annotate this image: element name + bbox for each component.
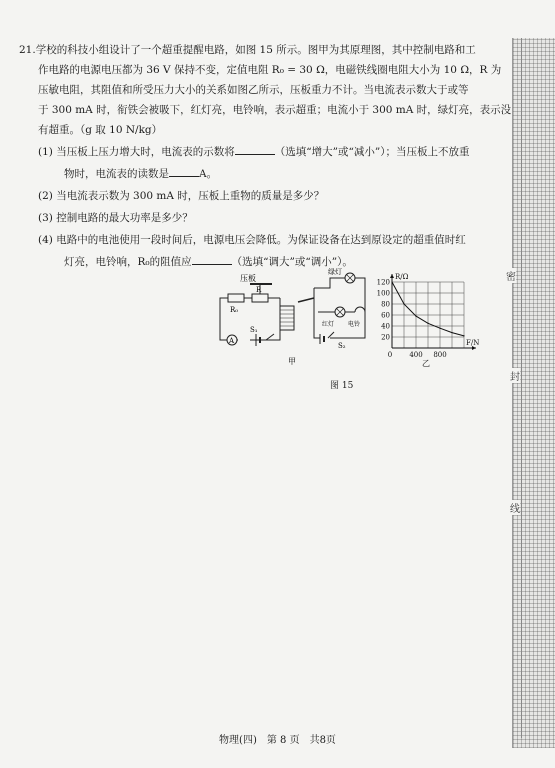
data-point bbox=[427, 323, 428, 324]
label-plate: 压板 bbox=[240, 274, 256, 283]
label-ammeter: A bbox=[229, 337, 235, 345]
sub-question-3: (3) 控制电路的最大功率是多少？ bbox=[38, 212, 193, 224]
y-axis-label: R/Ω bbox=[395, 273, 409, 281]
y-tick-label: 20 bbox=[381, 333, 390, 342]
page-footer: 物理(四) 第 8 页 共8页 bbox=[219, 735, 336, 746]
data-point bbox=[451, 332, 452, 333]
sub-question-1b: 物时，电流表的读数是 A。 bbox=[64, 168, 218, 180]
label-r: R bbox=[256, 286, 262, 294]
figure-caption: 图 15 bbox=[330, 381, 354, 391]
question-number: 21. bbox=[19, 44, 36, 56]
y-tick-label: 100 bbox=[376, 289, 390, 298]
sub-question-2: (2) 当电流表示数为 300 mA 时，压板上重物的质量是多少？ bbox=[38, 190, 325, 202]
question-line-1: 21.学校的科技小组设计了一个超重提醒电路，如图 15 所示。图甲为其原理图，其中控制电路和工 bbox=[19, 44, 476, 56]
seal-label-feng: 封 bbox=[510, 368, 520, 383]
x-tick-label: 400 bbox=[409, 351, 423, 359]
label-red-light: 红灯 bbox=[322, 321, 335, 328]
question-line-3: 压敏电阻，其阻值和所受压力大小的关系如图乙所示，压板重力不计。当电流表示数大于或等 bbox=[38, 84, 469, 96]
label-bell: 电铃 bbox=[348, 321, 361, 328]
sub-question-4: (4) 电路中的电池使用一段时间后，电源电压会降低。为保证设备在达到原设定的超重值时红 bbox=[38, 234, 466, 246]
x-tick-label: 800 bbox=[433, 351, 447, 359]
seal-label-mi: 密 bbox=[506, 268, 516, 283]
resistance-force-chart bbox=[368, 270, 488, 368]
answer-blank-2[interactable] bbox=[169, 167, 199, 177]
y-axis-arrow bbox=[390, 274, 394, 278]
binding-strip bbox=[512, 38, 555, 748]
sub-question-1: (1) 当压板上压力增大时，电流表的示数将 （选填“增大”或“减小”）；当压板上不放重 bbox=[38, 146, 470, 158]
data-point bbox=[415, 316, 416, 317]
y-tick-label: 120 bbox=[376, 278, 390, 287]
answer-blank-1[interactable] bbox=[235, 145, 275, 155]
circuit-diagram bbox=[210, 268, 370, 368]
question-line-4: 于 300 mA 时，衔铁会被吸下，红灯亮，电铃响，表示超重；电流小于 300 mA 时，绿灯亮，表示没 bbox=[38, 104, 512, 116]
data-point bbox=[403, 303, 404, 304]
answer-blank-3[interactable] bbox=[192, 255, 232, 265]
seal-label-xian: 线 bbox=[510, 500, 520, 515]
chart-sub-label: 乙 bbox=[422, 359, 430, 368]
y-tick-label: 40 bbox=[381, 322, 390, 331]
data-point bbox=[439, 328, 440, 329]
label-s1: S₁ bbox=[250, 326, 258, 334]
question-line-2: 作电路的电源电压都为 36 V 保持不变，定值电阻 R₀ = 30 Ω，电磁铁线圈电阻大小为 10 Ω，R 为 bbox=[38, 64, 502, 76]
label-sub-a: 甲 bbox=[288, 357, 296, 366]
label-s2: S₂ bbox=[338, 342, 346, 350]
sub-question-4b: 灯亮，电铃响，R₀的阻值应 （选填“调大”或“调小”）。 bbox=[64, 256, 353, 268]
label-r0: R₀ bbox=[230, 306, 239, 314]
x-tick-label: 0 bbox=[387, 351, 393, 359]
question-line-5: 有超重。（g 取 10 N/kg） bbox=[38, 124, 163, 136]
binding-line bbox=[521, 38, 522, 738]
y-tick-label: 80 bbox=[381, 300, 390, 309]
data-point bbox=[391, 281, 392, 282]
label-green-light: 绿灯 bbox=[328, 268, 342, 276]
x-axis-label: F/N bbox=[466, 339, 480, 347]
y-tick-label: 60 bbox=[381, 311, 390, 320]
data-point bbox=[463, 335, 464, 336]
